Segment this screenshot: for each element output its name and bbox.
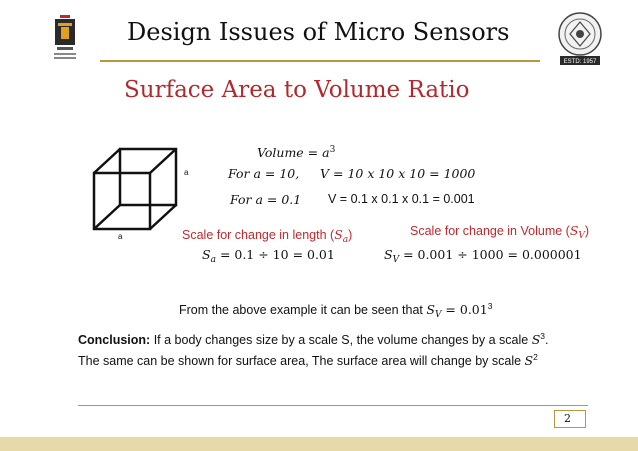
cube-diagram xyxy=(90,143,190,243)
institution-seal-banner xyxy=(556,56,604,66)
scale-volume-label: Scale for change in Volume $(S_V)$ xyxy=(410,223,590,241)
slide-subtitle: Surface Area to Volume Ratio xyxy=(124,77,470,103)
example-statement: From the above example it can be seen that $S_V = 0.01^3$ xyxy=(179,301,493,320)
conclusion-block xyxy=(78,328,549,370)
scale-length-label: Scale for change in length $(S_a)$ xyxy=(182,227,353,245)
scale-length-equation: $S_a = 0.1 \div 10 = 0.01$ xyxy=(202,247,335,265)
institution-seal xyxy=(556,10,604,66)
slide-title: Design Issues of Micro Sensors xyxy=(127,18,510,46)
university-crest-icon xyxy=(50,14,80,64)
title-divider xyxy=(100,60,540,62)
cube-bottom-label: a xyxy=(118,232,123,241)
case2-result: V = 0.1 x 0.1 x 0.1 = 0.001 xyxy=(328,192,475,206)
scale-volume-equation: $S_V = 0.001 \div 1000 = 0.000001$ xyxy=(384,247,582,265)
conclusion-line-1: Conclusion: If a body changes size by a scale S, the volume changes by a scale $S^3$. xyxy=(78,331,549,347)
conclusion-line-2: The same can be shown for surface area, The surface area will change by scale $S^2$ xyxy=(78,352,538,368)
case1-condition: For a = 10, xyxy=(228,166,300,181)
cube-side-label: a xyxy=(184,168,189,177)
volume-equation: Volume = $a^3$ xyxy=(257,145,336,160)
case1-result: V = 10 x 10 x 10 = 1000 xyxy=(320,166,476,181)
case2-condition: For a = 0.1 xyxy=(230,192,302,207)
conclusion-label: Conclusion: xyxy=(78,333,151,347)
seal-year-text: ESTD: 1957 xyxy=(563,59,597,65)
footer-band xyxy=(0,437,638,451)
page-number: 2 xyxy=(564,412,571,425)
footer-divider xyxy=(78,405,588,406)
